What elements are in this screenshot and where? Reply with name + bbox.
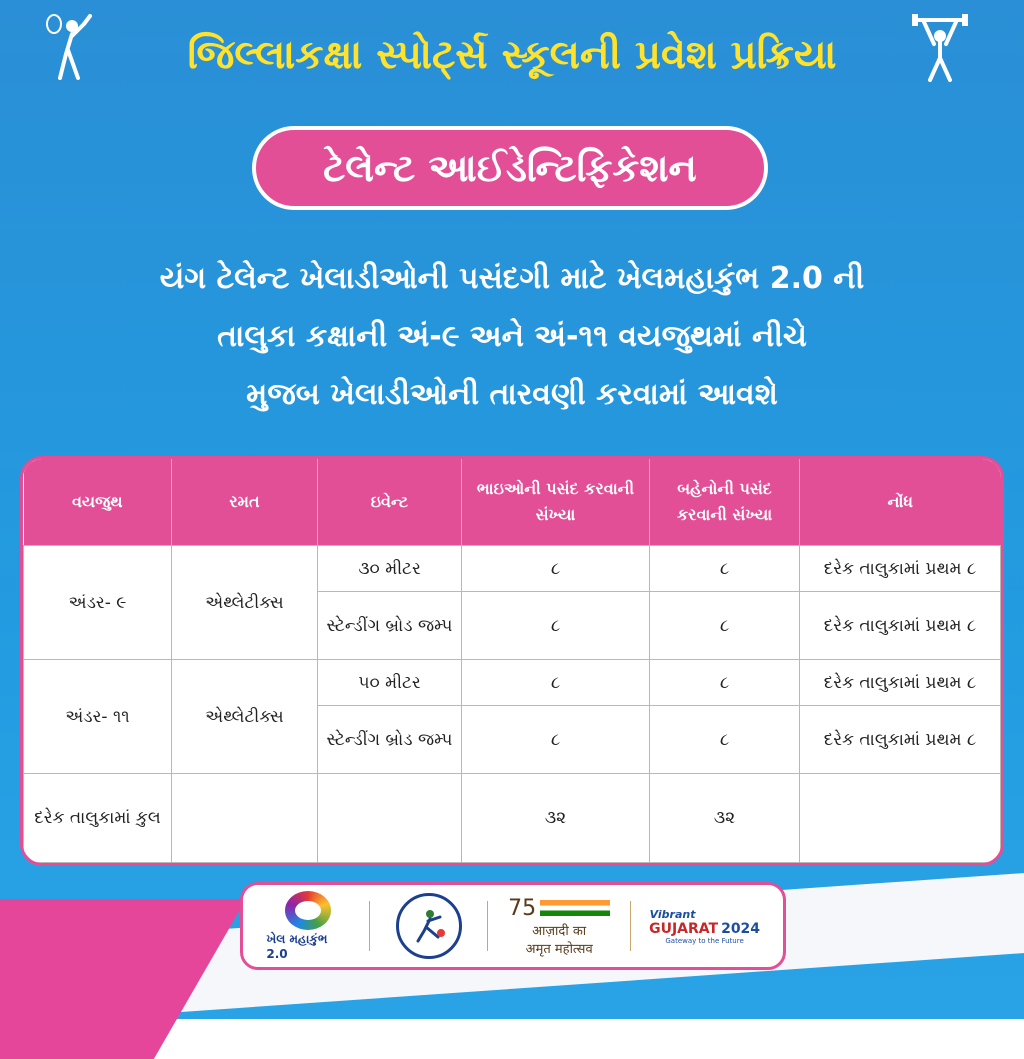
- header-boys: ભાઇઓની પસંદ કરવાની સંખ્યા: [462, 459, 650, 546]
- page-title: જિલ્લાકક્ષા સ્પોર્ટ્સ સ્કૂલની પ્રવેશ પ્રક્રિયા: [187, 32, 837, 78]
- intro-line: તાલુકા કક્ષાની અં-૯ અને અં-૧૧ વયજુથમાં નીચે: [217, 319, 807, 354]
- event-cell: સ્ટેન્ડીંગ બ્રોડ જમ્પ: [318, 592, 462, 660]
- sports-authority-logo: [389, 891, 469, 961]
- table-total-row: [24, 774, 1001, 863]
- sport-cell: એથ્લેટીક્સ: [172, 546, 318, 660]
- event-cell: ૩૦ મીટર: [318, 546, 462, 592]
- footer-logo-bar: [240, 882, 786, 970]
- header-girls: બહેનોની પસંદ કરવાની સંખ્યા: [650, 459, 800, 546]
- vg-tag: Gateway to the Future: [665, 936, 744, 945]
- azadi-line2: अमृत महोत्सव: [525, 941, 593, 957]
- table-header-row: [24, 459, 1001, 546]
- intro-line: યંગ ટેલેન્ટ ખેલાડીઓની પસંદગી માટે ખેલમહાકુંભ 2.0 ની: [159, 261, 865, 296]
- girls-cell: ૮: [650, 660, 800, 706]
- header-age: વયજુથ: [24, 459, 172, 546]
- azadi-number: 75: [508, 895, 537, 921]
- total-girls-cell: ૩૨: [650, 774, 800, 863]
- header-note: નોંધ: [800, 459, 1001, 546]
- logo-divider: [630, 901, 631, 951]
- age-cell: અંડર- ૧૧: [24, 660, 172, 774]
- khel-logo-text: ખેલ મહાકુંભ: [266, 932, 328, 946]
- header-sport: રમત: [172, 459, 318, 546]
- azadi-line1: आज़ादी का: [532, 923, 587, 939]
- boys-cell: ૮: [462, 592, 650, 660]
- logo-divider: [487, 901, 488, 951]
- tricolor-flag-icon: [540, 900, 610, 916]
- logo-divider: [369, 901, 370, 951]
- total-boys-cell: ૩૨: [462, 774, 650, 863]
- khel-ring-icon: [285, 891, 331, 930]
- event-cell: ૫૦ મીટર: [318, 660, 462, 706]
- note-cell: દરેક તાલુકામાં પ્રથમ ૮: [800, 660, 1001, 706]
- empty-cell: [172, 774, 318, 863]
- empty-cell: [318, 774, 462, 863]
- vibrant-gujarat-logo: [650, 891, 760, 961]
- boys-cell: ૮: [462, 546, 650, 592]
- khel-logo-version: 2.0: [266, 947, 288, 961]
- girls-cell: ૮: [650, 592, 800, 660]
- boys-cell: ૮: [462, 706, 650, 774]
- sport-cell: એથ્લેટીક્સ: [172, 660, 318, 774]
- note-cell: દરેક તાલુકામાં પ્રથમ ૮: [800, 546, 1001, 592]
- age-cell: અંડર- ૯: [24, 546, 172, 660]
- event-cell: સ્ટેન્ડીંગ બ્રોડ જમ્પ: [318, 706, 462, 774]
- vg-top: Vibrant: [649, 907, 696, 921]
- girls-cell: ૮: [650, 706, 800, 774]
- section-pill: ટેલેન્ટ આઈડેન્ટિફિકેશન: [252, 126, 768, 210]
- khel-mahakumbh-logo: [266, 891, 350, 961]
- header-event: ઇવેન્ટ: [318, 459, 462, 546]
- intro-line: મુજબ ખેલાડીઓની તારવણી કરવામાં આવશે: [246, 377, 778, 412]
- note-cell: દરેક તાલુકામાં પ્રથમ ૮: [800, 592, 1001, 660]
- empty-cell: [800, 774, 1001, 863]
- girls-cell: ૮: [650, 546, 800, 592]
- selection-table: [20, 456, 1004, 866]
- total-label-cell: દરેક તાલુકામાં કુલ: [24, 774, 172, 863]
- azadi-ka-amrit-mahotsav-logo: [507, 891, 611, 961]
- table-row: [24, 546, 1001, 592]
- intro-text: [60, 250, 964, 424]
- boys-cell: ૮: [462, 660, 650, 706]
- vg-year: 2024: [721, 920, 761, 937]
- athlete-icon: [410, 907, 448, 945]
- table-row: [24, 660, 1001, 706]
- vg-name: GUJARAT: [649, 920, 719, 937]
- note-cell: દરેક તાલુકામાં પ્રથમ ૮: [800, 706, 1001, 774]
